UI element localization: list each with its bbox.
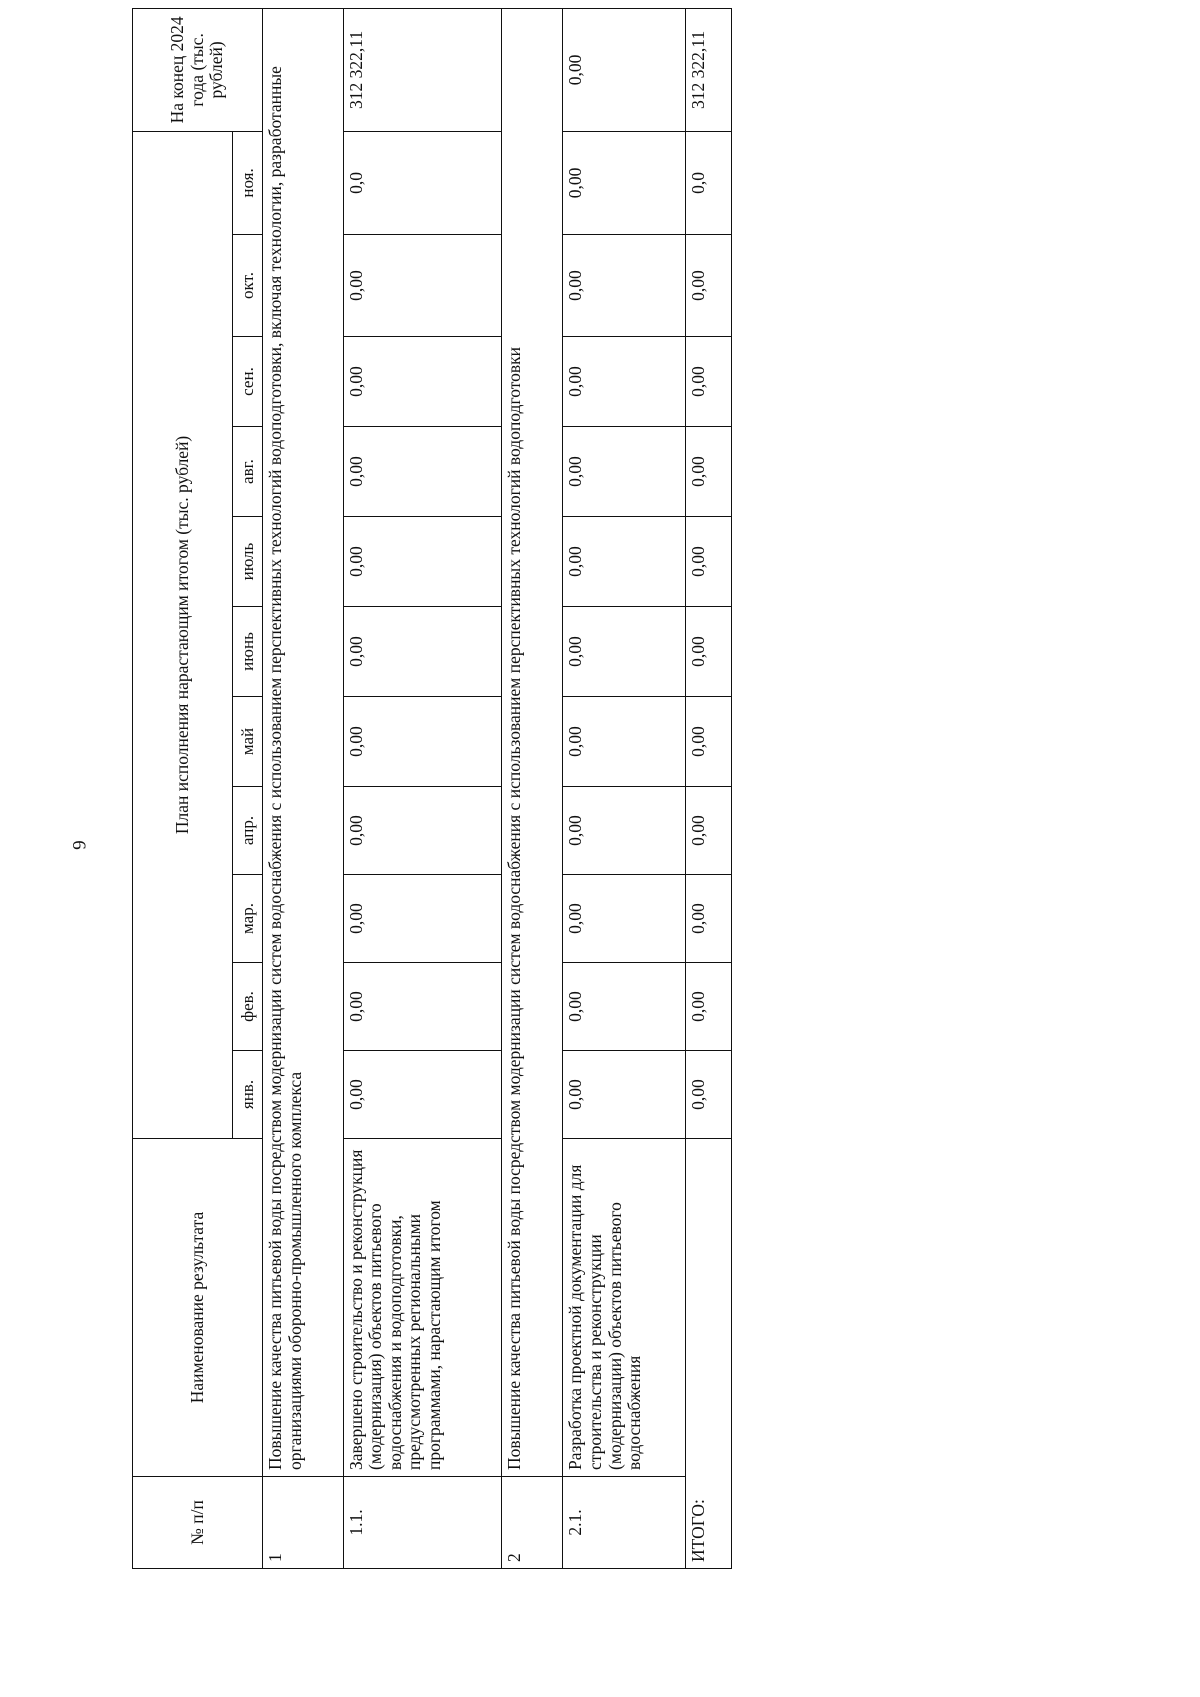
header-plan: План исполнения нарастающим итогом (тыс. рублей) — [133, 131, 233, 1138]
header-month: июль — [233, 517, 263, 607]
result-name: Завершено строительство и реконструкция (модернизация) объектов питьевого водоснабжения и водоподготовки, предусмотренных региональными программами, нарастающим итогом — [343, 1139, 502, 1477]
value-cell: 0,00 — [343, 875, 502, 963]
total-value: 0,00 — [685, 787, 731, 875]
table-row — [563, 8, 685, 1568]
value-cell: 0,0 — [343, 131, 502, 234]
total-value: 0,00 — [685, 337, 731, 427]
total-end-year-value: 312 322,11 — [685, 8, 731, 131]
value-cell: 0,00 — [343, 427, 502, 517]
row-number: 2.1. — [563, 1477, 685, 1569]
header-result-name: Наименование результата — [133, 1139, 263, 1477]
header-month: мар. — [233, 875, 263, 963]
header-number: № п/п — [133, 1477, 263, 1569]
value-cell: 0,00 — [563, 697, 685, 787]
header-month: авг. — [233, 427, 263, 517]
row-number: 1.1. — [343, 1477, 502, 1569]
total-value: 0,0 — [685, 131, 731, 234]
header-month: апр. — [233, 787, 263, 875]
value-cell: 0,00 — [343, 517, 502, 607]
value-cell: 0,00 — [343, 963, 502, 1051]
table-row — [343, 8, 502, 1568]
total-value: 0,00 — [685, 427, 731, 517]
total-value: 0,00 — [685, 607, 731, 697]
value-cell: 0,00 — [563, 131, 685, 234]
value-cell: 0,00 — [563, 427, 685, 517]
value-cell: 0,00 — [563, 1051, 685, 1139]
value-cell: 0,00 — [343, 235, 502, 337]
budget-table — [132, 8, 732, 1569]
total-value: 0,00 — [685, 235, 731, 337]
end-year-value: 312 322,11 — [343, 8, 502, 131]
value-cell: 0,00 — [563, 963, 685, 1051]
header-month: май — [233, 697, 263, 787]
total-label: ИТОГО: — [685, 1139, 731, 1569]
page-number: 6 — [68, 840, 89, 850]
row-number: 2 — [502, 1477, 563, 1569]
value-cell: 0,00 — [563, 517, 685, 607]
header-end-year: На конец 2024 года (тыс. рублей) — [133, 8, 263, 131]
section-row — [263, 8, 344, 1568]
section-title: Повышение качества питьевой воды посредством модернизации систем водоснабжения с использованием перспективных технологий водоподготовки, включая технологии, разработанные организациями оборонно-промышленного комплекса — [263, 8, 344, 1476]
header-month: июнь — [233, 607, 263, 697]
value-cell: 0,00 — [563, 787, 685, 875]
value-cell: 0,00 — [343, 337, 502, 427]
value-cell: 0,00 — [343, 607, 502, 697]
section-row — [502, 8, 563, 1568]
total-value: 0,00 — [685, 963, 731, 1051]
total-value: 0,00 — [685, 697, 731, 787]
value-cell: 0,00 — [343, 1051, 502, 1139]
header-month: окт. — [233, 235, 263, 337]
result-name: Разработка проектной документации для строительства и реконструкции (модернизации) объектов питьевого водоснабжения — [563, 1139, 685, 1477]
header-month: ноя. — [233, 131, 263, 234]
value-cell: 0,00 — [343, 787, 502, 875]
value-cell: 0,00 — [563, 607, 685, 697]
value-cell: 0,00 — [343, 697, 502, 787]
total-row — [685, 8, 731, 1568]
end-year-value: 0,00 — [563, 8, 685, 131]
row-number: 1 — [263, 1477, 344, 1569]
header-month: сен. — [233, 337, 263, 427]
header-month: янв. — [233, 1051, 263, 1139]
total-value: 0,00 — [685, 875, 731, 963]
rotated-sheet — [132, 16, 732, 1569]
total-value: 0,00 — [685, 1051, 731, 1139]
value-cell: 0,00 — [563, 337, 685, 427]
total-value: 0,00 — [685, 517, 731, 607]
header-month: фев. — [233, 963, 263, 1051]
section-title: Повышение качества питьевой воды посредством модернизации систем водоснабжения с использованием перспективных технологий водоподготовки — [502, 8, 563, 1476]
value-cell: 0,00 — [563, 875, 685, 963]
value-cell: 0,00 — [563, 235, 685, 337]
